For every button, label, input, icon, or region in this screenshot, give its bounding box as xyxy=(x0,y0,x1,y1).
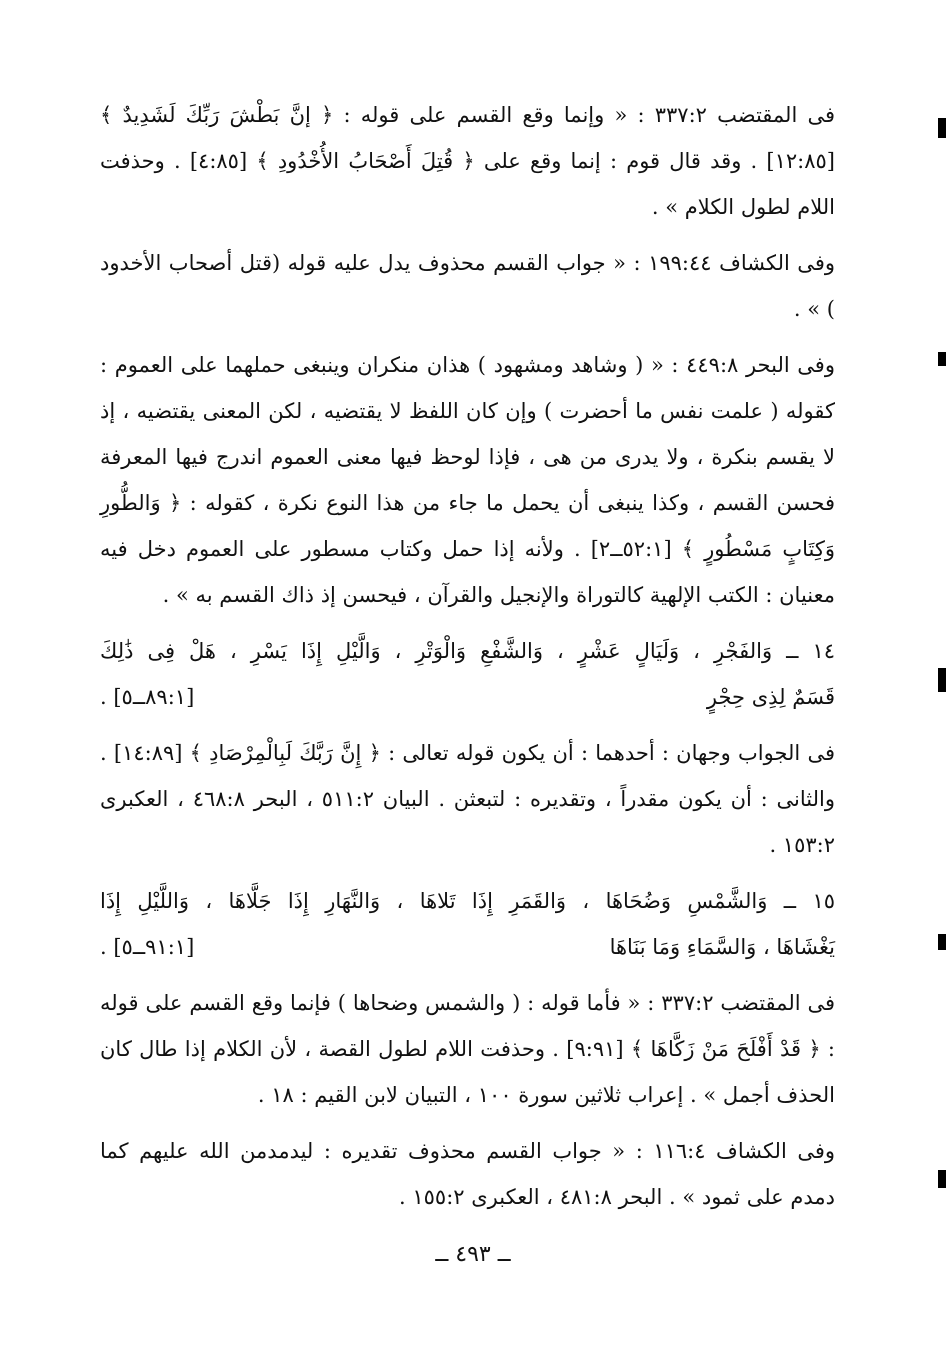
verse-15-text: يَغْشَاهَا ، وَالسَّمَاءِ وَمَا بَنَاهَا xyxy=(609,935,835,959)
paragraph-kashshaf-1: وفى الكشاف ١٩٩:٤٤ : « جواب القسم محذوف يدل عليه قوله (قتل أصحاب الأخدود ) » . xyxy=(100,251,835,321)
edge-mark xyxy=(938,1170,946,1188)
verse-14-line-1: ١٤ ــ وَالفَجْرِ ، وَلَيَالٍ عَشْرٍ ، وَالشَّفْعِ وَالْوَتْرِ ، وَالَّيْلِ إِذَا يَسْرِ ، هَلْ فِى ذَٰلِكَ xyxy=(100,639,835,663)
verse-14-ref: [٨٩:١ــ٥] . xyxy=(100,685,195,709)
paragraph-muqtadab-1: فى المقتضب ٣٣٧:٢ : « وإنما وقع القسم على قوله : ﴿ إنَّ بَطْشَ رَبِّكَ لَشَدِيدٌ ﴾ [١٢:٨٥] . وقد قال قوم : إنما وقع على ﴿ قُتِلَ أَصْحَابُ الأُخْدُودِ ﴾ [٤:٨٥] . وحذفت اللام لطول الكلام » . xyxy=(100,103,836,219)
verse-15-line-1: ١٥ ــ وَالشَّمْسِ وَضُحَاهَا ، وَالقَمَرِ إِذَا تَلاهَا ، وَالنَّهَارِ إِذَا جَلَّاهَا ، وَاللَّيْلِ إِذَا xyxy=(100,889,835,913)
paragraph-jawab: فى الجواب وجهان : أحدهما : أن يكون قوله تعالى : ﴿ إِنَّ رَبَّكَ لَبِالْمِرْصَادِ ﴾ [١٤:٨٩] . والثانى : أن يكون مقدراً ، وتقديره : لتبعثن . البيان ٥١١:٢ ، البحر ٤٦٨:٨ ، العكبرى ١٥٣:٢ . xyxy=(100,741,835,857)
verse-14-text: قَسَمٌ لِذِى حِجْرٍ xyxy=(706,685,835,709)
edge-mark xyxy=(938,352,946,366)
edge-mark xyxy=(938,934,946,950)
verse-15-line-2 xyxy=(100,924,835,970)
page-body xyxy=(100,92,835,1230)
paragraph-muqtadab-2: فى المقتضب ٣٣٧:٢ : « فأما قوله : ( والشمس وضحاها ) فإنما وقع القسم على قوله : ﴿ قَدْ أَفْلَحَ مَنْ زَكَّاهَا ﴾ [٩:٩١] . وحذفت اللام لطول القصة ، لأن الكلام إذا طال كان الحذف أجمل » . إعراب ثلاثين سورة ١٠٠ ، التبيان لابن القيم : ١٨ . xyxy=(100,991,836,1107)
edge-mark xyxy=(938,118,946,138)
verse-14-line-2 xyxy=(100,674,835,720)
page-number: ــ ٤٩٣ ــ xyxy=(435,1242,511,1267)
verse-15-ref: [٩١:١ــ٥] . xyxy=(100,935,195,959)
paragraph-kashshaf-2: وفى الكشاف ١١٦:٤ : « جواب القسم محذوف تقديره : ليدمدمن الله عليهم كما دمدم على ثمود » . البحر ٤٨١:٨ ، العكبرى ١٥٥:٢ . xyxy=(100,1139,836,1209)
edge-mark xyxy=(938,668,946,692)
paragraph-bahr-1: وفى البحر ٤٤٩:٨ : « ( وشاهد ومشهود ) هذان منكران وينبغى حملهما على العموم : كقوله ( علمت نفس ما أحضرت ) وإن كان اللفظ لا يقتضيه ، لكن المعنى يقتضيه ، إذ لا يقسم بنكرة ، ولا يدرى من هى ، فإذا لوحظ فيها معنى العموم اندرج فيها المعرفة فحسن القسم ، وكذا ينبغى أن يحمل ما جاء من هذا النوع نكرة ، كقوله : ﴿ وَالطُّورِ وَكِتَابٍ مَسْطُورٍ ﴾ [٥٢:١ــ٢] . ولأنه إذا حمل وكتاب مسطور على العموم دخل فيه معنيان : الكتب الإلهية كالتوراة والإنجيل والقرآن ، فيحسن إذ ذاك القسم به » . xyxy=(100,353,835,607)
